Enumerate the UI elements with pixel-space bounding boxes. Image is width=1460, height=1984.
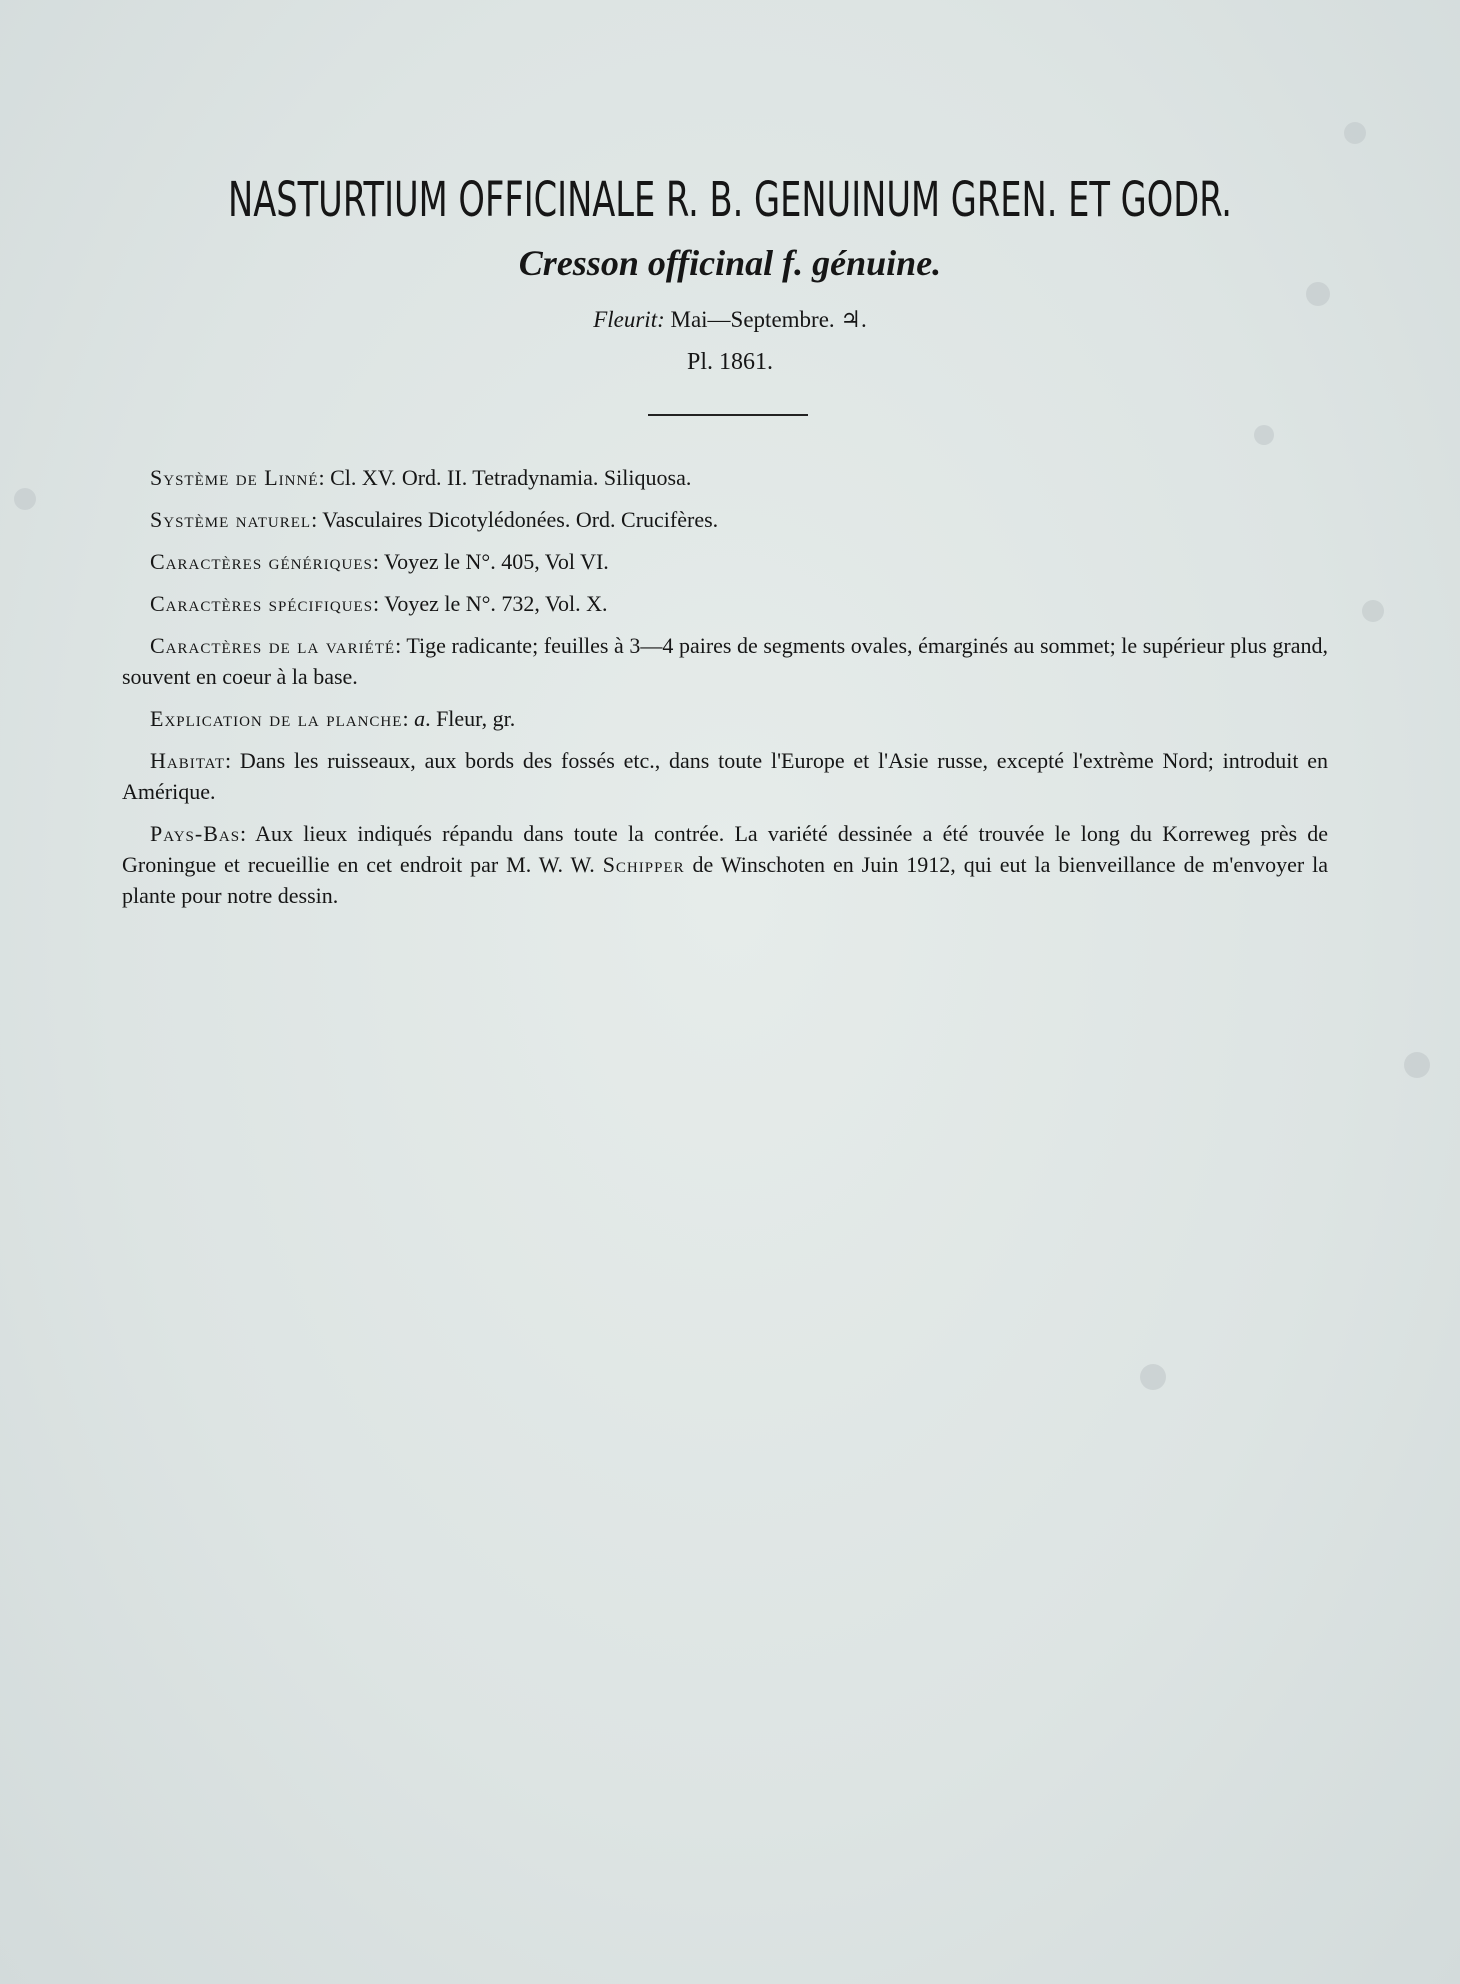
entry-text: : Cl. XV. Ord. II. Tetradynamia. Siliquosa.	[318, 465, 692, 490]
entry-text: : Voyez le N°. 732, Vol. X.	[373, 591, 608, 616]
entry-generic-characters	[122, 546, 1328, 577]
entry-label: Caractères spécifiques	[150, 591, 374, 616]
entry-label: Caractères génériques	[150, 549, 373, 574]
entry-label: Explication de la planche	[150, 706, 403, 731]
figure-letter: a	[414, 706, 426, 731]
paper-speck	[1254, 425, 1274, 445]
entry-label: Habitat	[150, 748, 226, 773]
paper-speck	[1344, 122, 1366, 144]
entry-label: Caractères de la variété	[150, 633, 396, 658]
page-title: NASTURTIUM OFFICINALE R. B. GENUINUM GREN. ET GODR.	[227, 172, 1232, 228]
paper-speck	[1362, 600, 1384, 622]
entry-text: : Tige radicante; feuilles à 3—4 paires de segments ovales, émarginés au sommet; le supérieur plus grand, souvent en coeur à la base.	[122, 633, 1328, 689]
paper-speck	[14, 488, 36, 510]
entry-habitat	[122, 745, 1328, 807]
divider	[648, 414, 808, 416]
entry-netherlands	[122, 818, 1328, 911]
entry-text: de Winschoten en Juin 1912, qui eut la bienveillance de m'envoyer la plante pour notre dessin.	[122, 852, 1328, 908]
paper-speck	[1140, 1364, 1166, 1390]
entry-text: : Vasculaires Dicotylédonées. Ord. Crucifères.	[311, 507, 719, 532]
entry-text: . Fleur, gr.	[425, 706, 516, 731]
entry-text: : Voyez le N°. 405, Vol VI.	[372, 549, 609, 574]
entry-text: : Dans les ruisseaux, aux bords des fossés etc., dans toute l'Europe et l'Asie russe, excepté l'extrème Nord; introduit en Amérique.	[122, 748, 1328, 804]
entry-text-prefix: :	[402, 706, 415, 731]
entry-variety-characters	[122, 630, 1328, 692]
entry-plate-explanation	[122, 703, 1328, 734]
entry-label: Système de Linné	[150, 465, 319, 490]
entry-label: Système naturel	[150, 507, 312, 532]
flowering-label: Fleurit:	[593, 307, 665, 332]
entry-text-prefix: : Aux lieux indiqués répandu dans toute la contrée. La variété dessinée a été trouvée le long du Korreweg près de Groningue et recueillie en cet endroit par M. W. W.	[122, 821, 1328, 877]
paper-speck	[1404, 1052, 1430, 1078]
plate-number: Pl. 1861.	[686, 349, 773, 375]
page-subtitle: Cresson officinal f. génuine.	[518, 243, 942, 283]
entry-linnaean-system	[122, 462, 1328, 493]
flowering-line	[0, 304, 1460, 336]
flowering-value: Mai—Septembre. ♃.	[670, 307, 867, 332]
entry-label: Pays-Bas	[150, 821, 241, 846]
entry-natural-system	[122, 504, 1328, 535]
collector-name: Schipper	[602, 852, 685, 877]
entry-specific-characters	[122, 588, 1328, 619]
description-body	[122, 462, 1328, 922]
